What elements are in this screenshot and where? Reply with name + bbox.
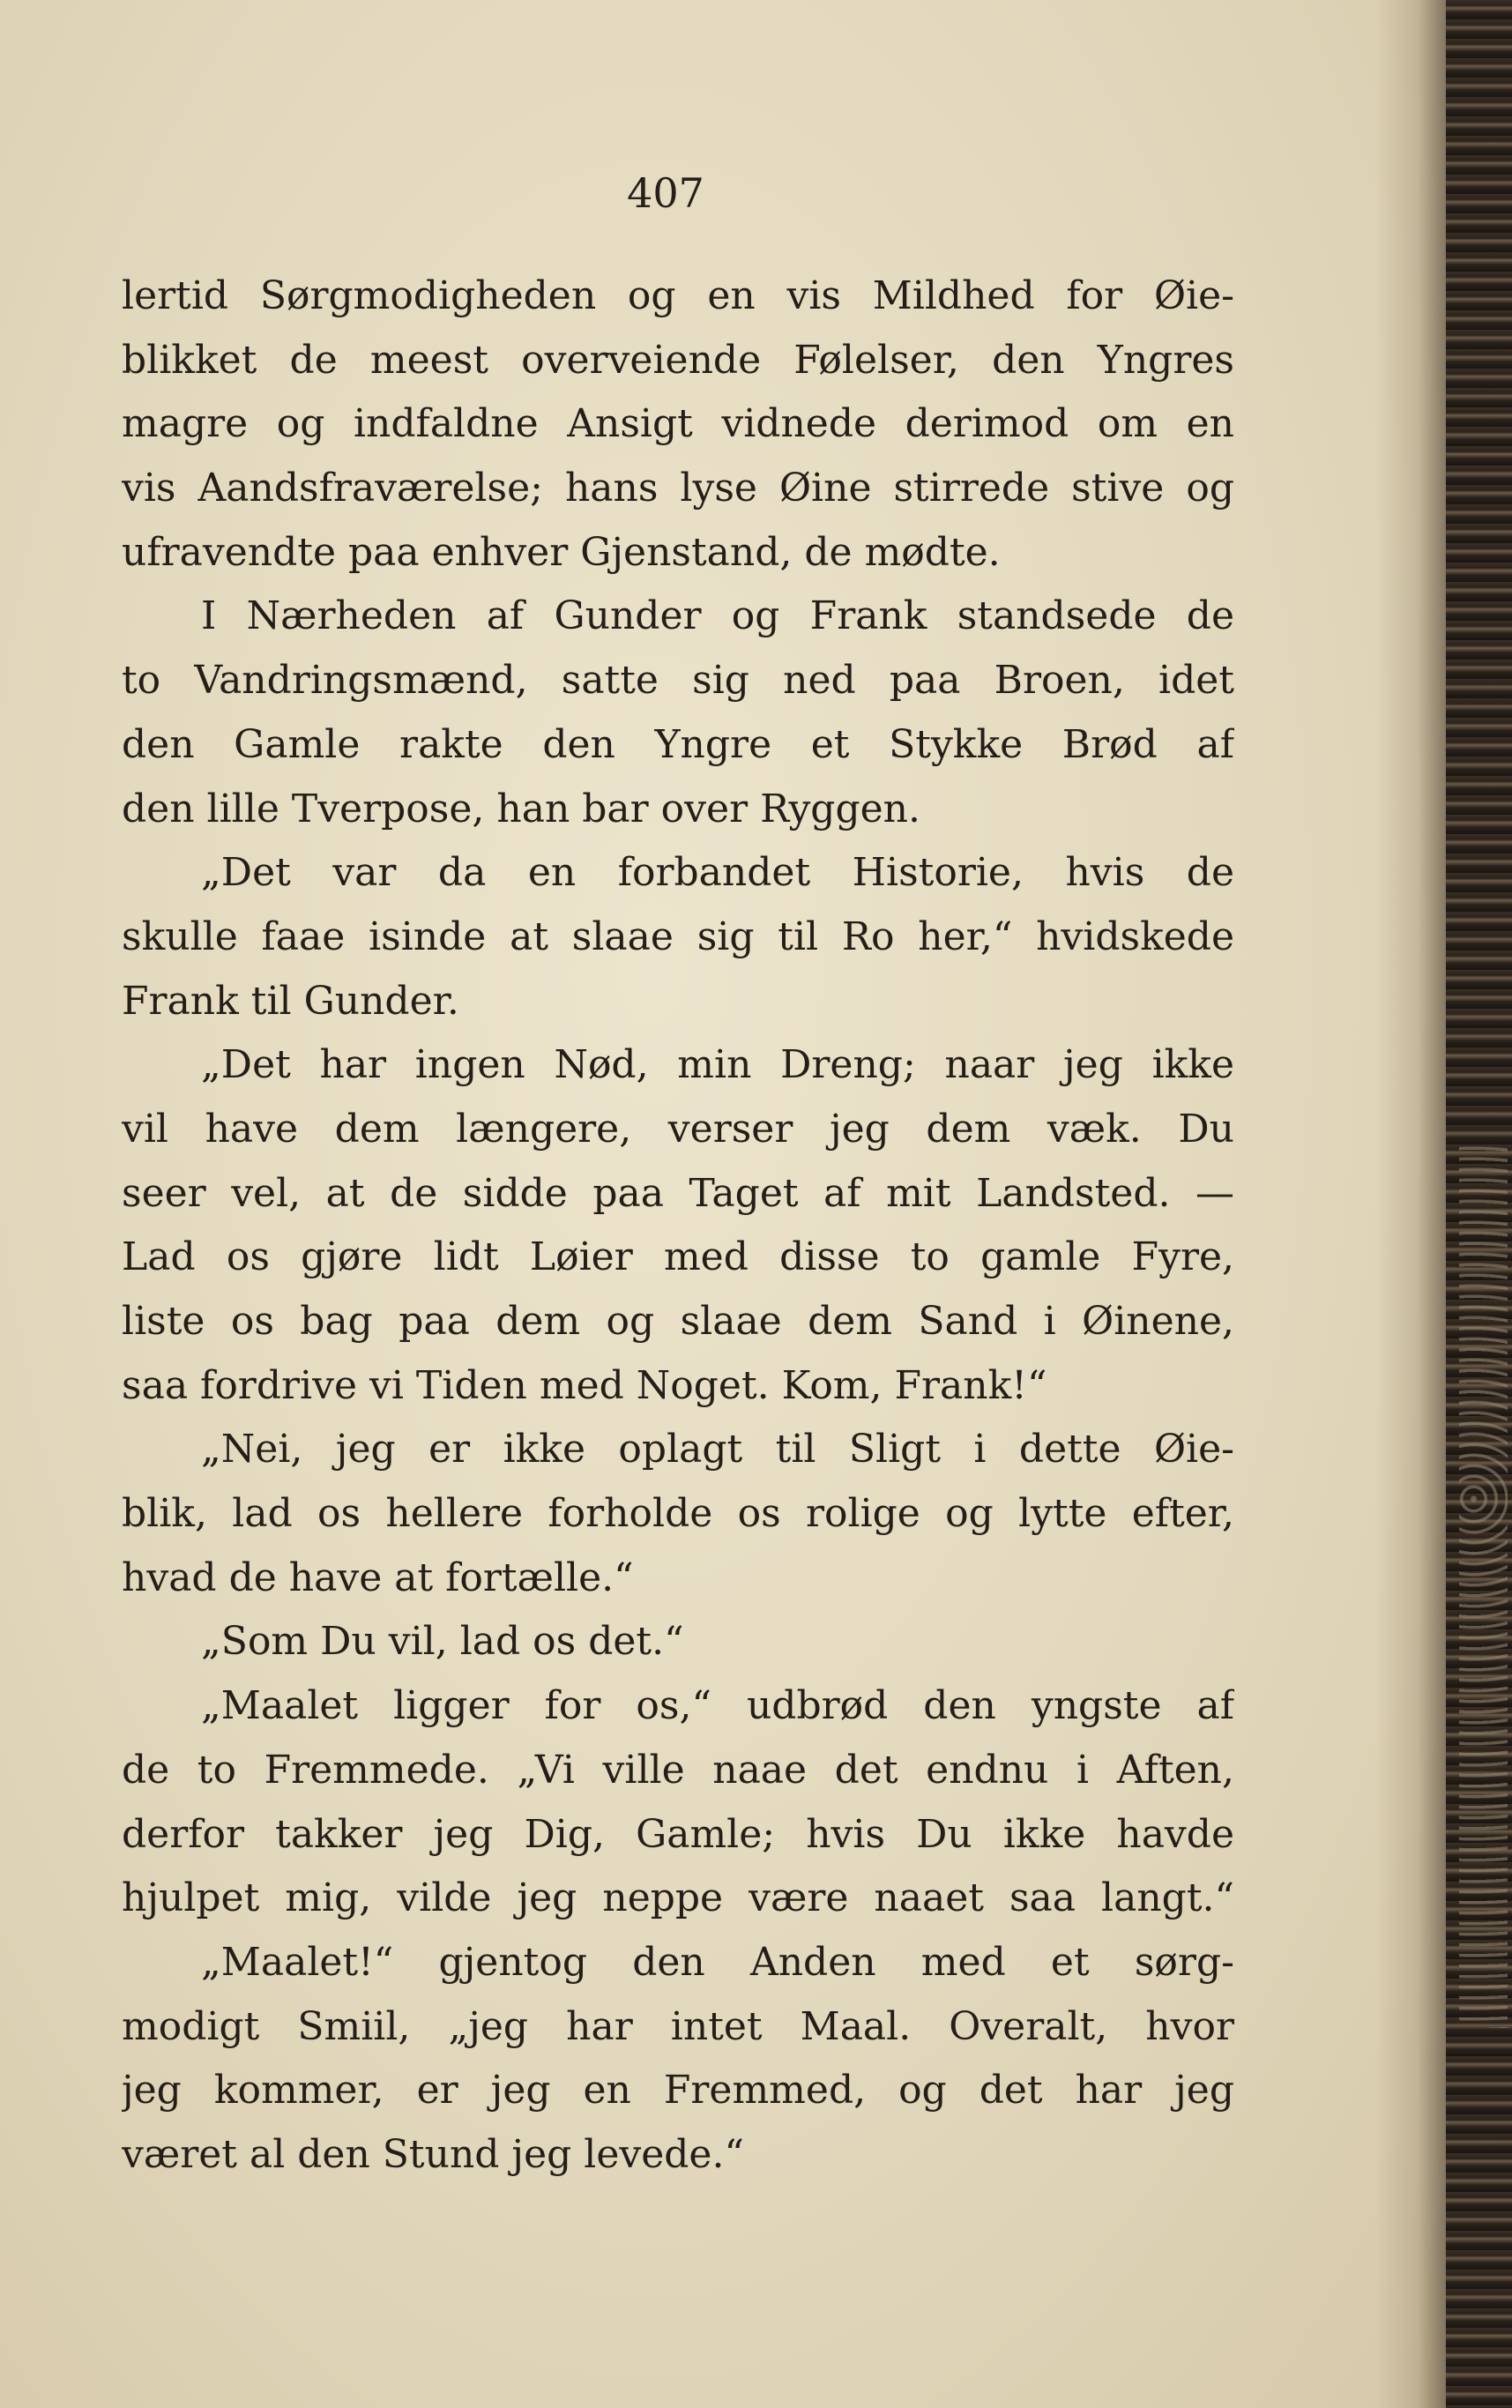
body-text [122, 265, 1234, 2188]
text-line: vis Aandsfraværelse; hans lyse Øine stirrede stive og [122, 466, 1234, 511]
text-line: „Det var da en forbandet Historie, hvis de [201, 850, 1234, 896]
text-line: lertid Sørgmodigheden og en vis Mildhed for Øie- [122, 273, 1234, 318]
text-line: ufravendte paa enhver Gjenstand, de mødte. [122, 529, 1001, 575]
text-line: magre og indfaldne Ansigt vidnede derimod om en [122, 401, 1234, 447]
text-line: de to Fremmede. „Vi ville naae det endnu i Aften, [122, 1747, 1234, 1793]
text-line: jeg kommer, er jeg en Fremmed, og det har jeg [122, 2068, 1234, 2114]
text-line: liste os bag paa dem og slaae dem Sand i Øinene, [122, 1299, 1234, 1344]
text-line: Lad os gjøre lidt Løier med disse to gamle Fyre, [122, 1234, 1234, 1280]
text-line: saa fordrive vi Tiden med Noget. Kom, Frank!“ [122, 1362, 1047, 1408]
page-gutter-shadow [1375, 0, 1446, 2408]
text-line: blik, lad os hellere forholde os rolige og lytte efter, [122, 1491, 1234, 1537]
text-line: „Nei, jeg er ikke oplagt til Sligt i dette Øie- [201, 1427, 1234, 1472]
text-line: I Nærheden af Gunder og Frank standsede de [201, 593, 1234, 639]
text-line: to Vandringsmænd, satte sig ned paa Broen, idet [122, 658, 1234, 704]
text-line: hvad de have at fortælle.“ [122, 1554, 634, 1600]
text-line: vil have dem længere, verser jeg dem væk. Du [122, 1106, 1234, 1152]
text-line: „Maalet ligger for os,“ udbrød den yngste af [201, 1683, 1234, 1729]
text-line: seer vel, at de sidde paa Taget af mit Landsted. — [122, 1170, 1234, 1216]
text-line: derfor takker jeg Dig, Gamle; hvis Du ikke havde [122, 1811, 1234, 1857]
text-line: „Det har ingen Nød, min Dreng; naar jeg ikke [201, 1042, 1234, 1088]
text-line: den Gamle rakte den Yngre et Stykke Brød af [122, 721, 1234, 767]
text-line: „Som Du vil, lad os det.“ [201, 1619, 684, 1665]
text-line: blikket de meest overveiende Følelser, den Yngres [122, 337, 1234, 383]
text-line: modigt Smiil, „jeg har intet Maal. Overalt, hvor [122, 2003, 1234, 2049]
page-number: 407 [627, 169, 704, 217]
text-line: den lille Tverpose, han bar over Ryggen. [122, 786, 920, 831]
text-line: været al den Stund jeg levede.“ [122, 2131, 744, 2177]
text-line: hjulpet mig, vilde jeg neppe være naaet saa langt.“ [122, 1875, 1234, 1921]
text-line: skulle faae isinde at slaae sig til Ro her,“ hvidskede [122, 913, 1234, 959]
book-edge-speckle [1459, 1146, 1508, 2028]
text-line: „Maalet!“ gjentog den Anden med et sørg- [201, 1939, 1234, 1985]
text-line: Frank til Gunder. [122, 978, 459, 1024]
